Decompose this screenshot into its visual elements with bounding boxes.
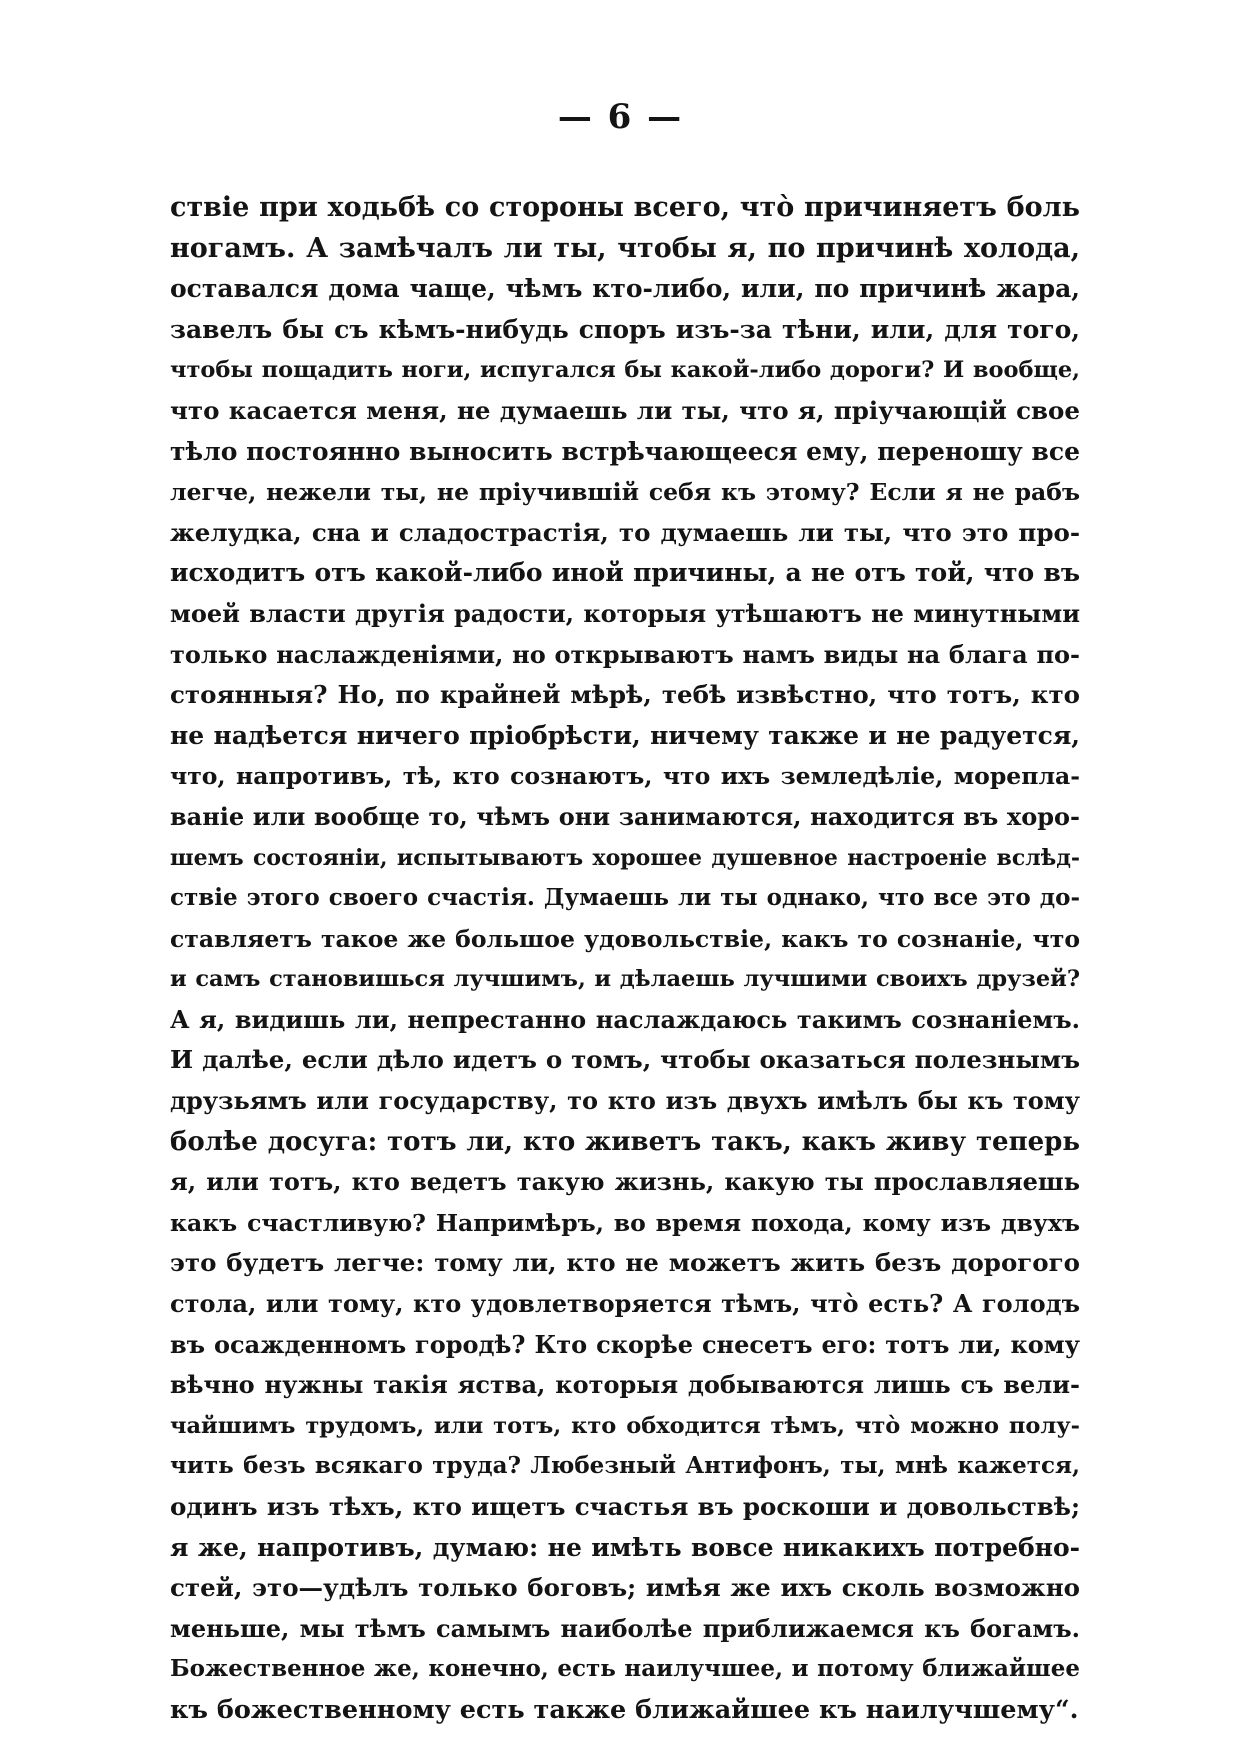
- text-line: завелъ бы съ кѣмъ-нибудь споръ изъ-за тѣни, или, для того,: [170, 314, 1080, 344]
- text-line: къ божественному есть также ближайшее къ наилучшему“.: [170, 1694, 1079, 1725]
- text-line: это будетъ легче: тому ли, кто не можетъ жить безъ дорогого: [170, 1248, 1080, 1278]
- text-line: стей, это—удѣлъ только боговъ; имѣя же ихъ сколь возможно: [170, 1573, 1080, 1603]
- text-line: ствіе этого своего счастія. Думаешь ли ты однако, что все это до-: [170, 884, 1080, 912]
- text-line: Божественное же, конечно, есть наилучшее, и потому ближайшее: [170, 1655, 1080, 1683]
- text-line: и самъ становишься лучшимъ, и дѣлаешь лучшими своихъ друзей?: [170, 966, 1080, 993]
- text-line: какъ счастливую? Напримѣръ, во время похода, кому изъ двухъ: [170, 1208, 1080, 1237]
- text-line: моей власти другія радости, которыя утѣшаютъ не минутными: [170, 598, 1080, 628]
- text-line: друзьямъ или государству, то кто изъ двухъ имѣлъ бы къ тому: [170, 1086, 1080, 1116]
- text-line: легче, нежели ты, не пріучившій себя къ этому? Если я не рабъ: [170, 478, 1080, 507]
- text-line: А я, видишь ли, непрестанно наслаждаюсь такимъ сознаніемъ.: [170, 1004, 1080, 1034]
- text-line: чтобы пощадить ноги, испугался бы какой-либо дороги? И вообще,: [170, 357, 1080, 384]
- page-number: — 6 —: [557, 97, 684, 137]
- text-line: стола, или тому, кто удовлетворяется тѣмъ, что̀ есть? А голодъ: [170, 1289, 1080, 1319]
- text-line: шемъ состояніи, испытываютъ хорошее душевное настроеніе вслѣд-: [170, 844, 1080, 871]
- body-text: [170, 188, 1080, 1731]
- text-line: болѣе досуга: тотъ ли, кто живетъ такъ, какъ живу теперь: [170, 1126, 1080, 1157]
- text-line: тѣло постоянно выносить встрѣчающееся ему, переношу все: [170, 436, 1080, 466]
- text-line: что, напротивъ, тѣ, кто сознаютъ, что ихъ земледѣліе, морепла-: [170, 762, 1080, 791]
- text-line: желудка, сна и сладострастія, то думаешь ли ты, что это про-: [170, 517, 1080, 547]
- text-line: чить безъ всякаго труда? Любезный Антифонъ, ты, мнѣ кажется,: [170, 1452, 1080, 1480]
- text-line: я же, напротивъ, думаю: не имѣть вовсе никакихъ потребно-: [170, 1532, 1080, 1562]
- text-line: только наслажденіями, но открываютъ намъ виды на блага по-: [170, 639, 1080, 669]
- text-line: въ осажденномъ городѣ? Кто скорѣе снесетъ его: тотъ ли, кому: [170, 1329, 1080, 1359]
- text-line: вѣчно нужны такія яства, которыя добываются лишь съ вели-: [170, 1370, 1080, 1400]
- text-line: ставляетъ такое же большое удовольствіе, какъ то сознаніе, что: [170, 924, 1080, 953]
- text-line: чайшимъ трудомъ, или тотъ, кто обходится тѣмъ, что̀ можно полу-: [170, 1412, 1080, 1439]
- text-line: одинъ изъ тѣхъ, кто ищетъ счастья въ роскоши и довольствѣ;: [170, 1492, 1080, 1521]
- text-line: меньше, мы тѣмъ самымъ наиболѣе приближаемся къ богамъ.: [170, 1613, 1080, 1643]
- text-line: И далѣе, если дѣло идетъ о томъ, чтобы оказаться полезнымъ: [170, 1045, 1080, 1075]
- text-line: что касается меня, не думаешь ли ты, что я, пріучающій свое: [170, 395, 1080, 425]
- text-line: стоянныя? Но, по крайней мѣрѣ, тебѣ извѣстно, что тотъ, кто: [170, 680, 1080, 710]
- text-line: ногамъ. А замѣчалъ ли ты, чтобы я, по причинѣ холода,: [170, 232, 1080, 264]
- text-line: ваніе или вообще то, чѣмъ они занимаются, находится въ хоро-: [170, 801, 1080, 831]
- text-line: исходитъ отъ какой-либо иной причины, а не отъ той, что въ: [170, 558, 1080, 588]
- text-line: оставался дома чаще, чѣмъ кто-либо, или, по причинѣ жара,: [170, 274, 1080, 304]
- text-line: ствіе при ходьбѣ со стороны всего, что̀ причиняетъ боль: [170, 192, 1080, 223]
- text-line: не надѣется ничего пріобрѣсти, ничему также и не радуется,: [170, 720, 1080, 750]
- text-line: я, или тотъ, кто ведетъ такую жизнь, какую ты прославляешь: [170, 1167, 1080, 1197]
